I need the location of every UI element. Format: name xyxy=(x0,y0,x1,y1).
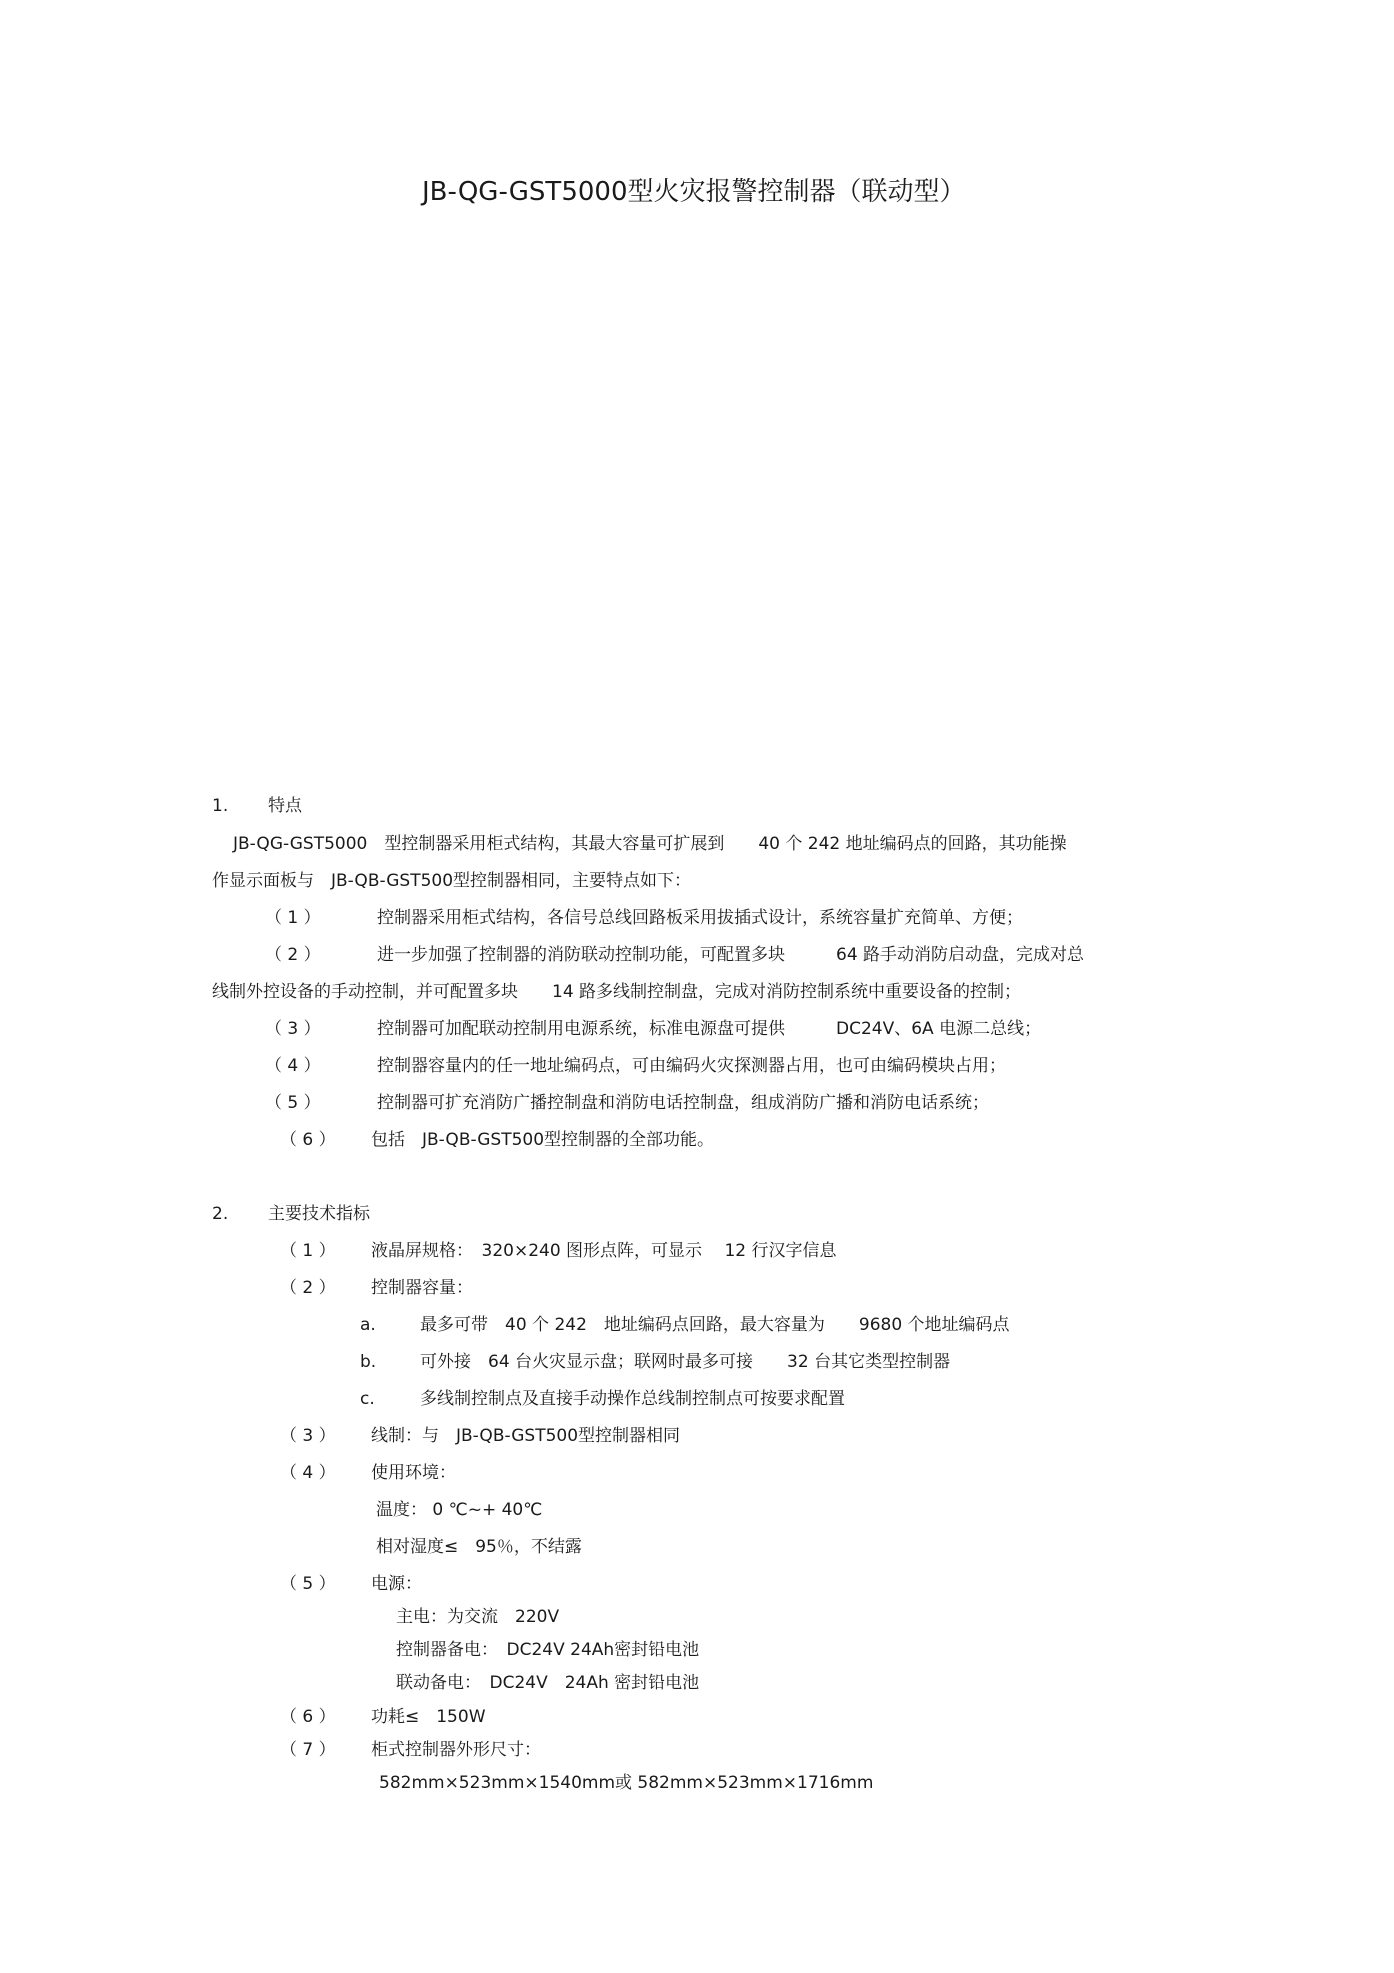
spec-sub-text: 多线制控制点及直接手动操作总线制控制点可按要求配置 xyxy=(420,1389,845,1409)
section1-item-num: （ 1 ） xyxy=(265,908,321,928)
section1-item-num: （ 3 ） xyxy=(265,1019,321,1039)
spec-text: 线制：与 JB-QB-GST500型控制器相同 xyxy=(371,1426,681,1446)
spec-text: 功耗≤ 150W xyxy=(371,1707,486,1727)
section2-heading: 主要技术指标 xyxy=(268,1204,370,1224)
spec-num: （ 7 ） xyxy=(280,1740,336,1760)
spec-detail: 联动备电： DC24V 24Ah 密封铅电池 xyxy=(396,1673,700,1693)
section1-item-num: （ 5 ） xyxy=(265,1093,321,1113)
section1-item-text: 控制器可加配联动控制用电源系统，标准电源盘可提供 DC24V、6A 电源二总线； xyxy=(377,1019,1042,1039)
spec-dimensions: 582mm×523mm×1540mm或 582mm×523mm×1716mm xyxy=(379,1773,874,1793)
section1-item-num: （ 2 ） xyxy=(265,945,321,965)
spec-sub-num: c. xyxy=(360,1389,375,1409)
section1-intro-line1: JB-QG-GST5000 型控制器采用柜式结构，其最大容量可扩展到 40 个 242 地址编码点的回路，其功能操 xyxy=(233,834,1067,854)
spec-text: 液晶屏规格： 320×240 图形点阵，可显示 12 行汉字信息 xyxy=(371,1241,837,1261)
spec-num: （ 3 ） xyxy=(280,1426,336,1446)
spec-num: （ 5 ） xyxy=(280,1574,336,1594)
spec-num: （ 6 ） xyxy=(280,1707,336,1727)
spec-text: 电源： xyxy=(371,1574,422,1594)
spec-detail: 主电：为交流 220V xyxy=(396,1607,560,1627)
section1-item-text: 包括 JB-QB-GST500型控制器的全部功能。 xyxy=(371,1130,715,1150)
spec-num: （ 1 ） xyxy=(280,1241,336,1261)
spec-num: （ 4 ） xyxy=(280,1463,336,1483)
spec-text: 柜式控制器外形尺寸： xyxy=(371,1740,541,1760)
spec-detail: 温度： 0 ℃~+ 40℃ xyxy=(376,1500,543,1520)
section1-item-num: （ 6 ） xyxy=(280,1130,336,1150)
section1-item-text-cont: 线制外控设备的手动控制，并可配置多块 14 路多线制控制盘，完成对消防控制系统中重要设备的控制； xyxy=(212,982,1022,1002)
section2-number: 2. xyxy=(212,1204,229,1224)
spec-sub-text: 可外接 64 台火灾显示盘；联网时最多可接 32 台其它类型控制器 xyxy=(420,1352,951,1372)
document-title: JB-QG-GST5000型火灾报警控制器（联动型） xyxy=(422,177,966,207)
section1-item-text: 控制器容量内的任一地址编码点，可由编码火灾探测器占用，也可由编码模块占用； xyxy=(377,1056,1006,1076)
spec-sub-num: a. xyxy=(360,1315,376,1335)
section1-item-num: （ 4 ） xyxy=(265,1056,321,1076)
spec-sub-text: 最多可带 40 个 242 地址编码点回路，最大容量为 9680 个地址编码点 xyxy=(420,1315,1010,1335)
section1-item-text: 进一步加强了控制器的消防联动控制功能，可配置多块 64 路手动消防启动盘，完成对总 xyxy=(377,945,1085,965)
spec-sub-num: b. xyxy=(360,1352,377,1372)
section1-number: 1. xyxy=(212,796,229,816)
spec-detail: 相对湿度≤ 95％，不结露 xyxy=(376,1537,582,1557)
section1-item-text: 控制器采用柜式结构，各信号总线回路板采用拔插式设计，系统容量扩充简单、方便； xyxy=(377,908,1023,928)
spec-num: （ 2 ） xyxy=(280,1278,336,1298)
section1-intro-line2: 作显示面板与 JB-QB-GST500型控制器相同，主要特点如下： xyxy=(212,871,692,891)
spec-text: 控制器容量： xyxy=(371,1278,473,1298)
section1-heading: 特点 xyxy=(268,796,302,816)
section1-item-text: 控制器可扩充消防广播控制盘和消防电话控制盘，组成消防广播和消防电话系统； xyxy=(377,1093,989,1113)
spec-text: 使用环境： xyxy=(371,1463,456,1483)
spec-detail: 控制器备电： DC24V 24Ah密封铅电池 xyxy=(396,1640,700,1660)
